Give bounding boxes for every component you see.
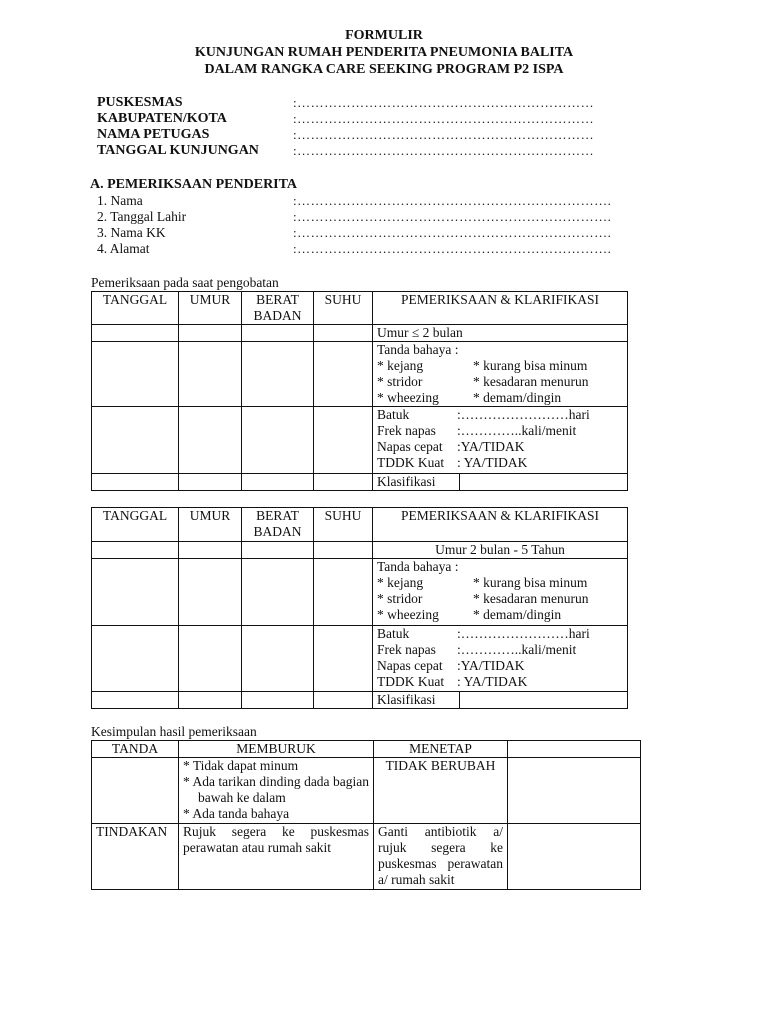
vital-frek-value[interactable]: :…………..kali/menit [457,423,577,438]
klasifikasi-value[interactable] [460,692,628,709]
vital-tddk-label: TDDK Kuat [377,674,445,689]
col-berat-badan [242,292,314,325]
cell-empty[interactable] [314,325,373,342]
danger-demam: * demam/dingin [473,607,562,622]
cell-empty[interactable] [179,342,242,407]
cell-empty[interactable] [92,692,179,709]
klasifikasi-label: Klasifikasi [373,474,460,491]
col-suhu: SUHU [314,292,373,325]
col-menetap: MENETAP [374,741,508,758]
cell-empty[interactable] [242,407,314,474]
memburuk-item: * Ada tanda bahaya [183,806,290,821]
cell-empty[interactable] [508,741,641,758]
col-memburuk: MEMBURUK [179,741,374,758]
vital-batuk-label: Batuk [377,407,410,422]
klasifikasi-value[interactable] [460,474,628,491]
col-umur: UMUR [179,292,242,325]
memburuk-item: * Tidak dapat minum [183,758,299,773]
berat-label: BERAT [256,508,299,523]
cell-empty[interactable] [179,407,242,474]
cell-empty[interactable] [242,474,314,491]
cell-empty[interactable] [179,626,242,692]
danger-wheezing: * wheezing [377,390,439,405]
col-pemeriksaan: PEMERIKSAAN & KLARIFIKASI [373,292,628,325]
exam-table-2-months-5-years [91,507,628,709]
danger-minum: * kurang bisa minum [473,358,588,373]
cell-empty[interactable] [92,407,179,474]
cell-empty[interactable] [314,542,373,559]
menetap-signs: TIDAK BERUBAH [374,758,508,824]
cell-empty[interactable] [314,474,373,491]
vital-napas-value[interactable]: :YA/TIDAK [457,658,525,673]
col-pemeriksaan: PEMERIKSAAN & KLARIFIKASI [373,508,628,542]
badan-label: BADAN [253,524,302,539]
cell-empty[interactable] [179,542,242,559]
danger-kejang: * kejang [377,575,424,590]
cell-empty[interactable] [179,474,242,491]
cell-empty[interactable] [92,474,179,491]
kabupaten-field[interactable]: :………………………………………………………… [293,111,595,126]
nama-petugas-field[interactable]: :………………………………………………………… [293,127,595,142]
cell-empty[interactable] [314,559,373,626]
cell-empty[interactable] [508,824,641,890]
cell-empty[interactable] [242,692,314,709]
danger-title: Tanda bahaya : [377,342,459,357]
cell-empty[interactable] [314,692,373,709]
cell-empty[interactable] [242,559,314,626]
form-subtitle-2: DALAM RANGKA CARE SEEKING PROGRAM P2 ISPA [204,62,564,77]
danger-title: Tanda bahaya : [377,559,459,574]
vital-tddk-value[interactable]: : YA/TIDAK [457,455,528,470]
nama-label: 1. Nama [97,193,143,208]
vitals [373,407,628,474]
tindakan-menetap: Ganti antibiotik a/ rujuk segera ke puskesmas perawatan a/ rumah sakit [374,824,508,890]
conclusion-caption: Kesimpulan hasil pemeriksaan [91,724,257,739]
danger-stridor: * stridor [377,591,423,606]
cell-empty[interactable] [92,542,179,559]
age-group-label: Umur 2 bulan - 5 Tahun [373,542,628,559]
cell-empty[interactable] [242,342,314,407]
tanggal-kunjungan-label: TANGGAL KUNJUNGAN [97,143,259,158]
vital-batuk-value[interactable]: :……………………hari [457,407,590,422]
klasifikasi-label: Klasifikasi [373,692,460,709]
tanggal-kunjungan-field[interactable]: :………………………………………………………… [293,143,595,158]
danger-kesadaran: * kesadaran menurun [473,374,589,389]
danger-kesadaran: * kesadaran menurun [473,591,589,606]
col-berat-badan [242,508,314,542]
vital-batuk-value[interactable]: :……………………hari [457,626,590,641]
vital-tddk-value[interactable]: : YA/TIDAK [457,674,528,689]
tanggal-lahir-label: 2. Tanggal Lahir [97,209,187,224]
danger-stridor: * stridor [377,374,423,389]
tanggal-lahir-field[interactable]: :……………………………………………………………. [293,209,612,224]
vital-batuk-label: Batuk [377,626,410,641]
cell-empty[interactable] [242,325,314,342]
cell-empty[interactable] [314,407,373,474]
cell-empty[interactable] [242,542,314,559]
berat-label: BERAT [256,292,299,307]
vital-napas-label: Napas cepat [377,658,443,673]
nama-kk-label: 3. Nama KK [97,225,166,240]
cell-empty[interactable] [179,559,242,626]
alamat-field[interactable]: :……………………………………………………………. [293,241,612,256]
badan-label: BADAN [253,308,302,323]
col-tanggal: TANGGAL [92,508,179,542]
form-title: FORMULIR [345,28,423,43]
cell-empty[interactable] [179,325,242,342]
cell-empty[interactable] [508,758,641,824]
danger-signs [373,559,628,626]
cell-empty[interactable] [242,626,314,692]
memburuk-item: * Ada tarikan dinding dada bagian bawah ke dalam [183,774,369,805]
danger-kejang: * kejang [377,358,424,373]
age-group-label: Umur ≤ 2 bulan [373,325,628,342]
col-tanggal: TANGGAL [92,292,179,325]
cell-empty[interactable] [92,559,179,626]
form-subtitle-1: KUNJUNGAN RUMAH PENDERITA PNEUMONIA BALITA [194,45,574,60]
cell-empty[interactable] [314,342,373,407]
vital-napas-value[interactable]: :YA/TIDAK [457,439,525,454]
col-umur: UMUR [179,508,242,542]
cell-empty[interactable] [92,626,179,692]
danger-demam: * demam/dingin [473,390,562,405]
alamat-label: 4. Alamat [97,241,150,256]
exam-caption: Pemeriksaan pada saat pengobatan [91,275,279,290]
exam-table-under-2-months [91,291,628,491]
vital-tddk-label: TDDK Kuat [377,455,445,470]
col-suhu: SUHU [314,508,373,542]
nama-petugas-label: NAMA PETUGAS [97,127,210,142]
section-a-title: A. PEMERIKSAAN PENDERITA [90,177,298,192]
vitals [373,626,628,692]
danger-wheezing: * wheezing [377,607,439,622]
danger-signs [373,342,628,407]
vital-napas-label: Napas cepat [377,439,443,454]
cell-empty[interactable] [92,342,179,407]
nama-kk-field[interactable]: :……………………………………………………………. [293,225,612,240]
cell-empty[interactable] [179,692,242,709]
col-tanda: TANDA [92,741,179,758]
nama-field[interactable]: :……………………………………………………………. [293,193,612,208]
puskesmas-label: PUSKESMAS [97,95,183,110]
vital-frek-label: Frek napas [377,642,436,657]
danger-minum: * kurang bisa minum [473,575,588,590]
puskesmas-field[interactable]: :………………………………………………………… [293,95,595,110]
memburuk-signs [179,758,374,824]
tindakan-memburuk: Rujuk segera ke puskesmas perawatan atau rumah sakit [179,824,374,890]
conclusion-table [91,740,641,890]
vital-frek-label: Frek napas [377,423,436,438]
tindakan-label: TINDAKAN [92,824,179,890]
kabupaten-label: KABUPATEN/KOTA [97,111,227,126]
cell-empty[interactable] [92,325,179,342]
vital-frek-value[interactable]: :…………..kali/menit [457,642,577,657]
cell-empty[interactable] [92,758,179,824]
cell-empty[interactable] [314,626,373,692]
